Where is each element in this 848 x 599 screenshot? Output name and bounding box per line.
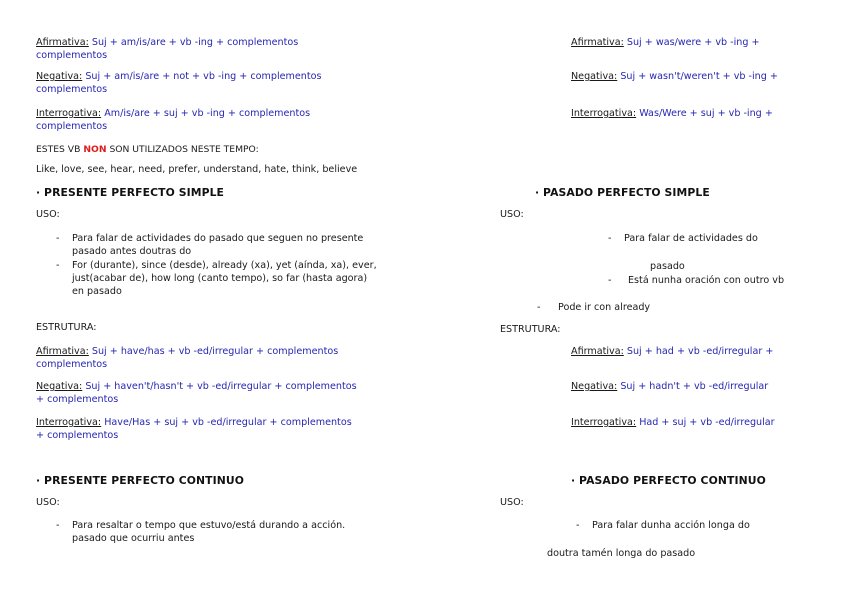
bullet-dash: - [56, 520, 60, 531]
interrogative-label: Interrogativa: [36, 108, 102, 119]
negative-label: Negativa: [36, 381, 83, 392]
bullet-dash: - [608, 233, 612, 244]
pps-negative-cont: + complementos [36, 394, 119, 405]
pps-uso: USO: [36, 209, 60, 220]
paps-estrutura: ESTRUTURA: [500, 324, 561, 335]
pps-interrogative-cont: + complementos [36, 430, 119, 441]
pps-estrutura: ESTRUTURA: [36, 322, 97, 333]
pc-affirmative [36, 37, 298, 48]
pastc-interrogative [571, 108, 773, 119]
present-perfect-continuous-heading: · PRESENTE PERFECTO CONTINUO [36, 474, 245, 487]
ppc-uso: USO: [36, 497, 60, 508]
negative-formula: Suj + am/is/are + not + vb -ing + complementos [82, 71, 322, 82]
affirmative-formula: Suj + was/were + vb -ing + [623, 37, 760, 48]
affirmative-formula: Suj + have/has + vb -ed/irregular + complementos [88, 346, 339, 357]
present-perfect-simple-heading: · PRESENTE PERFECTO SIMPLE [36, 186, 225, 199]
papc-line2: doutra tamén longa do pasado [547, 548, 696, 559]
negative-label: Negativa: [36, 71, 83, 82]
note-prefix: ESTES VB [36, 144, 84, 155]
pc-negative-cont: complementos [36, 84, 108, 95]
paps-bullet1-line2: pasado [650, 261, 685, 272]
affirmative-label: Afirmativa: [571, 37, 624, 48]
affirmative-label: Afirmativa: [36, 346, 89, 357]
pps-negative [36, 381, 357, 392]
pps-interrogative [36, 417, 352, 428]
paps-interrogative [571, 417, 775, 428]
interrogative-label: Interrogativa: [571, 108, 637, 119]
pc-affirmative-cont: complementos [36, 50, 108, 61]
affirmative-label: Afirmativa: [36, 37, 89, 48]
pps-bullet1-line1: Para falar de actividades do pasado que seguen no presente [72, 233, 364, 244]
bullet-dash: - [608, 275, 612, 286]
pps-affirmative-cont: complementos [36, 359, 108, 370]
negative-label: Negativa: [571, 71, 618, 82]
affirmative-formula: Suj + had + vb -ed/irregular + [623, 346, 774, 357]
interrogative-label: Interrogativa: [36, 417, 102, 428]
interrogative-label: Interrogativa: [571, 417, 637, 428]
pastc-affirmative [571, 37, 760, 48]
stative-verbs-list: Like, love, see, hear, need, prefer, understand, hate, think, believe [36, 164, 358, 175]
interrogative-formula: Have/Has + suj + vb -ed/irregular + complementos [101, 417, 352, 428]
affirmative-formula: Suj + am/is/are + vb -ing + complementos [88, 37, 299, 48]
past-perfect-simple-heading: · PASADO PERFECTO SIMPLE [535, 186, 710, 199]
paps-bullet3: Pode ir con already [558, 302, 651, 313]
stative-verbs-note [36, 144, 259, 155]
interrogative-formula: Was/Were + suj + vb -ing + [636, 108, 773, 119]
papc-bullet1: Para falar dunha acción longa do [592, 520, 750, 531]
pps-bullet2-line1: For (durante), since (desde), already (xa), yet (aínda, xa), ever, [72, 260, 377, 271]
bullet-dash: - [537, 302, 541, 313]
pc-negative [36, 71, 322, 82]
interrogative-formula: Am/is/are + suj + vb -ing + complementos [101, 108, 311, 119]
note-highlight: NON [83, 144, 107, 155]
interrogative-formula: Had + suj + vb -ed/irregular [636, 417, 775, 428]
paps-affirmative [571, 346, 773, 357]
note-suffix: SON UTILIZADOS NESTE TEMPO: [106, 144, 259, 155]
pps-bullet2-line2: just(acabar de), how long (canto tempo), so far (hasta agora) [72, 273, 368, 284]
pps-bullet2-line3: en pasado [72, 286, 122, 297]
pps-affirmative [36, 346, 338, 357]
pps-bullet1-line2: pasado antes doutras do [72, 246, 192, 257]
past-perfect-continuous-heading: · PASADO PERFECTO CONTINUO [571, 474, 766, 487]
paps-uso: USO: [500, 209, 524, 220]
ppc-bullet1-line2: pasado que ocurriu antes [72, 533, 195, 544]
paps-negative [571, 381, 768, 392]
bullet-dash: - [576, 520, 580, 531]
negative-formula: Suj + hadn't + vb -ed/irregular [617, 381, 769, 392]
negative-label: Negativa: [571, 381, 618, 392]
affirmative-label: Afirmativa: [571, 346, 624, 357]
pc-interrogative-cont: complementos [36, 121, 108, 132]
bullet-dash: - [56, 233, 60, 244]
ppc-bullet1-line1: Para resaltar o tempo que estuvo/está durando a acción. [72, 520, 346, 531]
pastc-negative [571, 71, 778, 82]
bullet-dash: - [56, 260, 60, 271]
negative-formula: Suj + wasn't/weren't + vb -ing + [617, 71, 778, 82]
paps-bullet1-line1: Para falar de actividades do [624, 233, 758, 244]
pc-interrogative [36, 108, 310, 119]
papc-uso: USO: [500, 497, 524, 508]
negative-formula: Suj + haven't/hasn't + vb -ed/irregular + complementos [82, 381, 357, 392]
paps-bullet2: Está nunha oración con outro vb [628, 275, 785, 286]
